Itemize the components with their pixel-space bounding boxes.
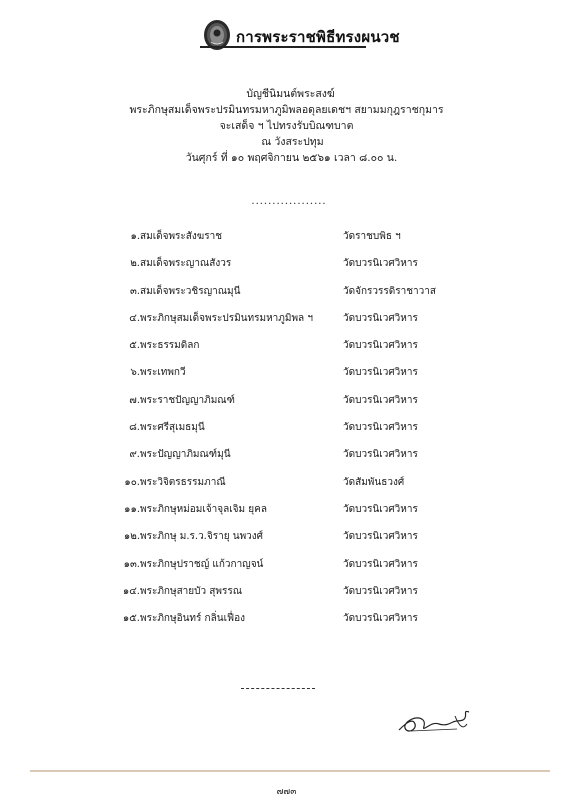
temple-name: วัดบวรนิเวศวิหาร xyxy=(343,367,418,379)
roster-row xyxy=(0,557,573,584)
roster-row xyxy=(0,611,573,638)
monk-name: พระภิกษุอินทร์ กลิ่นเฟื่อง xyxy=(140,613,245,625)
roster-row xyxy=(0,502,573,529)
roster-number: ๑๕. xyxy=(122,613,140,625)
page-number: ๗๗๓ xyxy=(276,787,297,797)
monk-name: พระภิกษุสายบัว สุพรรณ xyxy=(140,585,243,597)
temple-name: วัดบวรนิเวศวิหาร xyxy=(343,312,418,324)
roster-number: ๕. xyxy=(129,340,140,352)
document-location: ณ วังสระปทุม xyxy=(261,136,324,148)
roster-row xyxy=(0,256,573,283)
temple-name: วัดบวรนิเวศวิหาร xyxy=(343,340,418,352)
monk-name: พระวิจิตรธรรมภาณี xyxy=(140,476,226,488)
roster-row xyxy=(0,584,573,611)
roster-row xyxy=(0,447,573,474)
document-subtitle-1: พระภิกษุสมเด็จพระปรมินทรมหาภูมิพลอดุลยเดชฯ สยามมกุฎราชกุมาร xyxy=(129,104,444,116)
document-date: วันศุกร์ ที่ ๑๐ พฤศจิกายน ๒๕๖๑ เวลา ๘.๐๐ น. xyxy=(185,152,398,164)
roster-number: ๑. xyxy=(130,231,140,242)
roster-row xyxy=(0,393,573,420)
roster-number: ๑๔. xyxy=(122,585,140,597)
monk-roster xyxy=(0,229,573,638)
monk-name: พระภิกษุ ม.ร.ว.จิรายุ นพวงศ์ xyxy=(140,531,264,543)
roster-number: ๘. xyxy=(129,422,140,434)
temple-name: วัดสัมพันธวงศ์ xyxy=(343,476,405,488)
roster-row xyxy=(0,338,573,365)
footer-rule xyxy=(30,770,550,772)
monk-name: พระภิกษุหม่อมเจ้าจุลเจิม ยุคล xyxy=(140,503,267,515)
temple-name: วัดบวรนิเวศวิหาร xyxy=(343,503,418,515)
roster-number: ๑๐. xyxy=(124,476,140,488)
temple-name: วัดบวรนิเวศวิหาร xyxy=(343,422,418,434)
roster-row xyxy=(0,529,573,556)
monk-name: สมเด็จพระญาณสังวร xyxy=(140,258,232,270)
temple-name: วัดบวรนิเวศวิหาร xyxy=(343,613,418,625)
roster-number: ๒. xyxy=(130,258,140,270)
roster-row xyxy=(0,311,573,338)
roster-number: ๑๑. xyxy=(124,503,140,515)
temple-name: วัดบวรนิเวศวิหาร xyxy=(343,558,418,570)
monk-name: สมเด็จพระสังฆราช xyxy=(140,231,222,242)
roster-row xyxy=(0,420,573,447)
temple-name: วัดจักรวรรดิราชาวาส xyxy=(343,285,436,297)
roster-number: ๗. xyxy=(129,394,140,406)
roster-number: ๓. xyxy=(129,285,140,297)
roster-row xyxy=(0,284,573,311)
roster-number: ๔. xyxy=(129,312,140,324)
header-title: การพระราชพิธีทรงผนวช xyxy=(236,28,400,46)
monk-name: พระเทพกวี xyxy=(140,367,186,379)
monk-name: พระปัญญาภิมณฑ์มุนี xyxy=(140,449,231,461)
monk-name: พระภิกษุปราชญ์ แก้วกาญจน์ xyxy=(140,558,264,570)
roster-row xyxy=(0,229,573,256)
header-underline xyxy=(200,46,366,48)
bottom-dashed-rule xyxy=(241,688,315,689)
document-subtitle-2: จะเสด็จ ฯ ไปทรงรับบิณฑบาต xyxy=(219,120,354,132)
roster-row xyxy=(0,475,573,502)
roster-number: ๑๒. xyxy=(123,531,140,543)
temple-name: วัดบวรนิเวศวิหาร xyxy=(343,449,418,461)
temple-name: วัดราชบพิธ ฯ xyxy=(343,231,401,242)
document-title: บัญชีนิมนต์พระสงฆ์ xyxy=(246,88,335,100)
roster-number: ๑๓. xyxy=(123,558,140,570)
temple-name: วัดบวรนิเวศวิหาร xyxy=(343,258,418,270)
temple-name: วัดบวรนิเวศวิหาร xyxy=(343,394,418,406)
dotted-separator: .................. xyxy=(251,196,327,207)
monk-name: พระศรีสุเมธมุนี xyxy=(140,422,205,434)
monk-name: พระธรรมดิลก xyxy=(140,340,200,352)
roster-row xyxy=(0,365,573,392)
document-title-block xyxy=(0,86,573,166)
monk-name: พระราชปัญญาภิมณฑ์ xyxy=(140,394,235,406)
roster-number: ๖. xyxy=(130,367,140,379)
monk-name: พระภิกษุสมเด็จพระปรมินทรมหาภูมิพล ฯ xyxy=(140,312,313,324)
temple-name: วัดบวรนิเวศวิหาร xyxy=(343,531,418,543)
monk-name: สมเด็จพระวชิรญาณมุนี xyxy=(140,285,241,297)
roster-number: ๙. xyxy=(129,449,140,461)
temple-name: วัดบวรนิเวศวิหาร xyxy=(343,585,418,597)
handwritten-signature xyxy=(393,700,485,740)
